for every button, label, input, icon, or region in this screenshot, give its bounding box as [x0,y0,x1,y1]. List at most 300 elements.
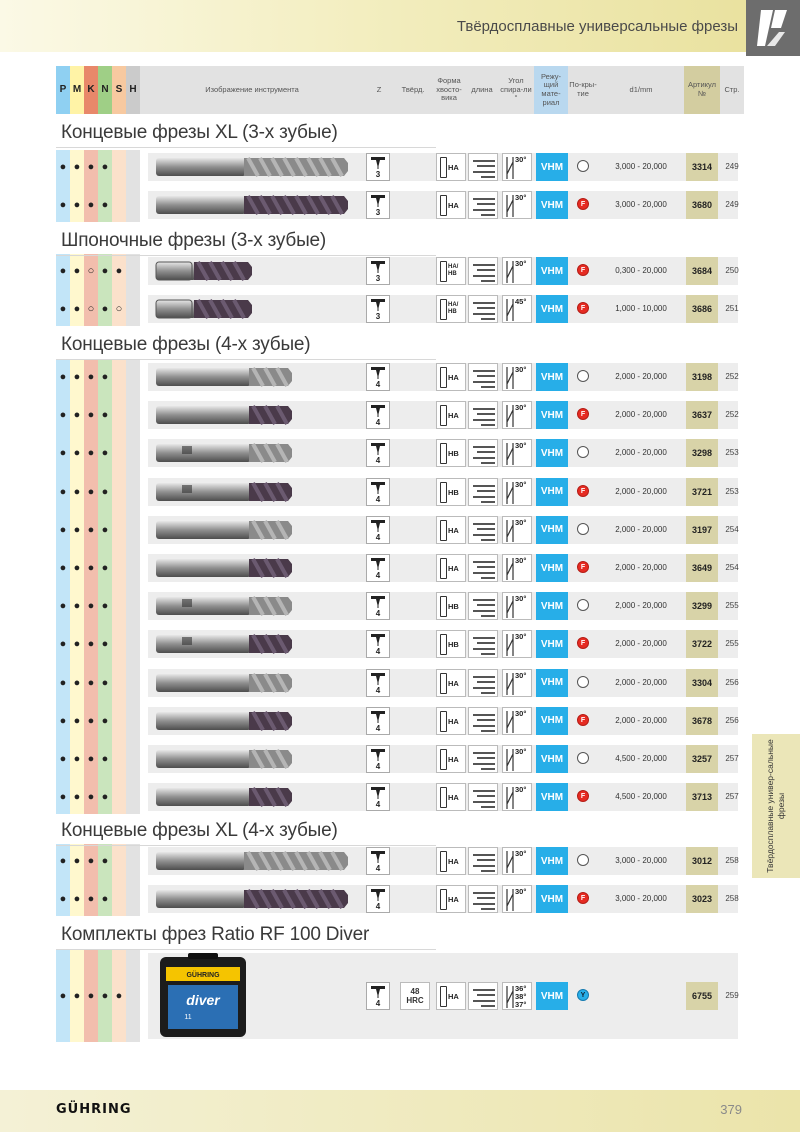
endmill-image [152,153,352,181]
teeth-count: 4 [375,647,381,657]
kit-brand-label: GÜHRING [186,972,220,979]
shank-type: HB [448,487,459,497]
helix-angle-icon [502,885,532,913]
catalog-page-ref[interactable]: 258 [725,856,739,865]
material-suitability-dot: ● [115,990,123,1002]
product-row[interactable] [56,292,744,326]
section-title: Комплекты фрез Ratio RF 100 Diver [61,924,370,945]
material-suitability-dot: ● [87,485,95,498]
helix-angle-icon [502,363,532,391]
material-suitability-dot: ● [87,753,95,765]
material-suitability-dot: ● [73,638,81,651]
helix-angle-icon [502,439,532,467]
helix-angle-icon [502,401,532,429]
shank-type: HB [448,449,459,459]
article-number[interactable]: 3637 [686,401,718,429]
teeth-count: 4 [375,800,381,810]
shank-icon [436,439,466,467]
helix-angle-icon [502,516,532,544]
material-suitability-dot: ● [59,562,67,574]
shank-icon [436,592,466,620]
shank-icon [436,783,466,811]
article-number[interactable]: 3299 [686,592,718,620]
teeth-count: 4 [375,864,381,873]
endmill-image [152,669,352,697]
product-row[interactable] [56,360,744,394]
material-suitability-dot: ● [87,893,95,905]
product-row[interactable] [56,950,744,1042]
endmill-image [152,401,352,429]
helix-angle-value: 30° [515,670,527,680]
length-icon [468,478,498,506]
cutting-material-badge: VHM [536,439,568,467]
material-suitability-dot: ● [59,638,67,651]
product-row[interactable] [56,627,744,661]
diameter-range: 1,000 - 10,000 [615,304,667,313]
helix-angle-value: 30° [515,632,527,642]
material-suitability-dot: ● [101,303,109,315]
material-suitability-dot: ● [73,855,81,867]
length-icon [468,630,498,658]
col-article: Артикул № [684,66,720,114]
catalog-page-ref[interactable]: 256 [725,677,739,687]
col-shank: Форма хвосто-вика [436,76,462,103]
catalog-page-ref[interactable]: 249 [725,200,739,209]
article-number[interactable]: 3023 [686,885,718,913]
length-icon [468,153,498,181]
material-suitability-dot: ● [87,791,95,804]
shank-icon [436,707,466,735]
teeth-count: 4 [375,902,381,911]
shank-type: HA [448,525,459,535]
teeth-icon [366,783,390,811]
helix-angle-value: 30° [515,556,527,565]
shank-type: HA [448,678,459,688]
catalog-page-ref[interactable]: 257 [725,754,739,763]
product-row[interactable] [56,398,744,432]
cutting-material-badge: VHM [536,630,568,658]
shank-type: HA [448,564,459,573]
cutting-material-badge: VHM [536,783,568,811]
material-suitability-dot: ● [59,447,67,460]
material-suitability-dot: ● [59,523,67,536]
shank-icon [436,847,466,875]
length-icon [468,847,498,875]
teeth-count: 4 [375,418,381,428]
helix-angle-value: 30° [515,594,527,604]
material-suitability-dot: ● [59,303,67,315]
coating-indicator [577,676,589,688]
shank-type: HA [448,992,459,1001]
teeth-icon [366,554,390,582]
helix-angle-icon [502,630,532,658]
helix-angle-value: 30° [515,517,527,527]
endmill-image [152,478,352,506]
material-suitability-dot: ● [73,303,81,315]
catalog-page-ref[interactable]: 254 [725,563,739,572]
shank-type: HB [448,640,459,650]
article-number[interactable]: 3686 [686,295,718,323]
teeth-count: 4 [375,571,381,580]
diameter-range: 2,000 - 20,000 [615,677,667,687]
cutting-material-badge: VHM [536,295,568,323]
shank-icon [436,153,466,181]
shank-icon [436,885,466,913]
shank-icon [436,669,466,697]
diameter-range: 3,000 - 20,000 [615,200,667,209]
teeth-count: 4 [375,609,381,619]
cutting-material-badge: VHM [536,401,568,429]
diameter-range: 2,000 - 20,000 [615,448,667,458]
teeth-icon [366,439,390,467]
material-suitability-dot: ● [59,855,67,867]
material-suitability-dot: ● [101,409,109,422]
teeth-icon [366,630,390,658]
length-icon [468,295,498,323]
material-suitability-dot: ● [101,562,109,574]
material-suitability-dot: ● [59,753,67,765]
side-tab[interactable] [752,734,800,878]
shank-icon [436,295,466,323]
article-number[interactable]: 3304 [686,669,718,697]
cutting-material-badge: VHM [536,745,568,773]
material-suitability-dot: ● [59,485,67,498]
cutting-material-badge: VHM [536,363,568,391]
catalog-page-ref[interactable]: 256 [725,715,739,725]
helix-angle-icon [502,592,532,620]
length-icon [468,592,498,620]
material-suitability-dot: ● [73,990,81,1002]
teeth-count: 4 [375,762,381,771]
shank-icon [436,363,466,391]
product-row[interactable] [56,742,744,776]
material-suitability-dot: ● [101,600,109,613]
material-suitability-dot: ● [101,714,109,727]
teeth-count: 4 [375,999,381,1008]
product-row[interactable] [56,188,744,222]
product-row[interactable] [56,150,744,184]
helix-angle-icon [502,982,532,1010]
material-suitability-dot: ● [87,409,95,422]
helix-angle-value: 36° 38° 37° [515,984,527,1009]
teeth-icon [366,847,390,875]
helix-angle-value: 30° [515,747,527,756]
teeth-icon [366,982,390,1010]
coating-indicator: F [577,561,589,573]
side-tab-label: Твёрдосплавные универ-сальные фрезы [765,739,786,873]
coating-indicator: F [577,408,589,420]
article-number[interactable]: 3649 [686,554,718,582]
shank-type: HA [448,857,459,866]
shank-type: HA/ HB [448,302,459,315]
catalog-page-ref[interactable]: 253 [725,448,739,458]
diameter-range: 3,000 - 20,000 [615,894,667,903]
product-row[interactable] [56,513,744,547]
catalog-page-ref[interactable]: 249 [725,162,739,171]
shank-type: HA [448,716,459,726]
column-header [56,66,744,114]
shank-type: HA [448,755,459,764]
material-suitability-dot: ● [87,199,95,211]
coating-indicator [577,370,589,382]
material-suitability-dot: ● [87,562,95,574]
teeth-count: 4 [375,685,381,695]
shank-type: HA [448,793,459,803]
material-S-header: S [112,66,126,114]
col-angle: Угол спира-ли ° [500,76,532,103]
section-title: Концевые фрезы XL (3-х зубые) [61,122,338,143]
endmill-logo-icon [755,8,791,48]
endmill-image [152,592,352,620]
material-suitability-dot: ● [101,485,109,498]
shank-icon [436,257,466,285]
shank-type: HA/ HB [448,264,459,277]
endmill-image [152,707,352,735]
diameter-range: 2,000 - 20,000 [615,715,667,725]
length-icon [468,257,498,285]
cutting-material-badge: VHM [536,191,568,219]
teeth-count: 3 [375,170,381,179]
catalog-page-ref[interactable]: 251 [725,304,739,313]
teeth-icon [366,295,390,323]
catalog-page-ref[interactable]: 257 [725,792,739,802]
teeth-icon [366,592,390,620]
material-suitability-dot: ● [59,199,67,211]
teeth-count: 4 [375,532,381,542]
length-icon [468,401,498,429]
article-number[interactable]: 3012 [686,847,718,875]
article-number[interactable]: 6755 [686,982,718,1010]
endmill-image [152,745,352,773]
coating-indicator [577,523,589,535]
catalog-page-ref[interactable]: 258 [725,894,739,903]
material-suitability-dot: ● [87,161,95,173]
coating-indicator [577,160,589,172]
brand-logo: GÜHRING [56,1102,132,1117]
endmill-image [152,630,352,658]
article-number[interactable]: 3314 [686,153,718,181]
material-suitability-dot: ● [73,600,81,613]
teeth-icon [366,363,390,391]
cutting-material-badge: VHM [536,554,568,582]
material-suitability-dot: ● [115,265,123,277]
material-suitability-dot: ● [59,990,67,1002]
helix-angle-value: 30° [515,708,527,718]
material-suitability-dot: ○ [87,265,95,277]
article-number[interactable]: 3680 [686,191,718,219]
article-number[interactable]: 3722 [686,630,718,658]
coating-indicator: F [577,485,589,497]
product-row[interactable] [56,551,744,585]
material-suitability-dot: ● [73,676,81,689]
helix-angle-icon [502,783,532,811]
article-number[interactable]: 3721 [686,478,718,506]
col-material: Режу-щий мате-риал [534,66,568,114]
helix-angle-icon [502,191,532,219]
helix-angle-value: 30° [515,193,527,202]
product-row[interactable] [56,780,744,814]
shank-type: HA [448,201,459,210]
shank-icon [436,401,466,429]
diameter-range: 0,300 - 20,000 [615,266,667,275]
helix-angle-value: 30° [515,849,527,858]
helix-angle-value: 30° [515,887,527,896]
material-suitability-dot: ● [87,714,95,727]
product-row[interactable] [56,882,744,916]
helix-angle-icon [502,847,532,875]
cutting-material-badge: VHM [536,592,568,620]
helix-angle-value: 30° [515,365,527,374]
page-header [0,0,800,52]
material-suitability-dot: ● [87,855,95,867]
article-number[interactable]: 3198 [686,363,718,391]
length-icon [468,516,498,544]
shank-type: HA [448,373,459,382]
helix-angle-icon [502,478,532,506]
material-suitability-dot: ● [59,600,67,613]
material-suitability-dot: ● [101,676,109,689]
length-icon [468,783,498,811]
product-row[interactable] [56,704,744,738]
product-row[interactable] [56,844,744,878]
product-row[interactable] [56,254,744,288]
length-icon [468,885,498,913]
endmill-image [152,516,352,544]
teeth-count: 4 [375,494,381,504]
material-suitability-dot: ● [59,409,67,422]
page-number: 379 [720,1102,742,1117]
diameter-range: 2,000 - 20,000 [615,372,667,381]
teeth-icon [366,745,390,773]
kit-count-label: 11 [184,1014,192,1021]
diameter-range: 2,000 - 20,000 [615,601,667,611]
endmill-image [152,554,352,582]
article-number[interactable]: 3298 [686,439,718,467]
shank-icon [436,516,466,544]
cutting-material-badge: VHM [536,669,568,697]
cutting-material-badge: VHM [536,478,568,506]
material-suitability-dot: ● [59,791,67,804]
material-suitability-dot: ● [73,893,81,905]
teeth-count: 3 [375,208,381,217]
material-suitability-dot: ● [87,676,95,689]
diameter-range: 4,500 - 20,000 [615,754,667,763]
product-row[interactable] [56,436,744,470]
catalog-page-ref[interactable]: 252 [725,410,739,420]
catalog-page-ref[interactable]: 255 [725,601,739,611]
teeth-icon [366,401,390,429]
material-suitability-dot: ● [101,791,109,804]
teeth-icon [366,153,390,181]
shank-type: HA [448,411,459,421]
diameter-range: 2,000 - 20,000 [615,486,667,496]
article-number[interactable]: 3713 [686,783,718,811]
diameter-range: 2,000 - 20,000 [615,410,667,420]
article-number[interactable]: 3197 [686,516,718,544]
teeth-icon [366,885,390,913]
helix-angle-value: 30° [515,155,527,164]
material-suitability-dot: ● [73,447,81,460]
material-suitability-dot: ● [59,371,67,383]
helix-angle-icon [502,745,532,773]
material-suitability-dot: ● [59,265,67,277]
coating-indicator [577,854,589,866]
material-suitability-dot: ● [101,447,109,460]
material-suitability-dot: ● [59,676,67,689]
coating-indicator [577,752,589,764]
material-suitability-dot: ● [101,265,109,277]
article-number[interactable]: 3684 [686,257,718,285]
endmill-image [152,363,352,391]
teeth-icon [366,478,390,506]
material-N-header: N [98,66,112,114]
shank-icon [436,982,466,1010]
material-suitability-dot: ● [101,371,109,383]
col-image: Изображение инструмента [205,84,299,94]
hardness-badge: 48 HRC [400,982,430,1010]
col-length: длина [471,84,493,94]
teeth-icon [366,516,390,544]
diameter-range: 2,000 - 20,000 [615,524,667,534]
cutting-material-badge: VHM [536,707,568,735]
length-icon [468,745,498,773]
product-row[interactable] [56,666,744,700]
helix-angle-value: 45° [515,297,527,306]
cutting-material-badge: VHM [536,153,568,181]
cutting-material-badge: VHM [536,257,568,285]
material-suitability-dot: ● [73,753,81,765]
helix-angle-icon [502,669,532,697]
endmill-image [152,847,352,875]
coating-indicator: F [577,892,589,904]
helix-angle-icon [502,707,532,735]
product-row[interactable] [56,475,744,509]
teeth-icon [366,707,390,735]
length-icon [468,707,498,735]
catalog-page-ref[interactable]: 250 [725,266,739,275]
material-P-header: P [56,66,70,114]
teeth-count: 4 [375,723,381,733]
article-number[interactable]: 3678 [686,707,718,735]
catalog-page-ref[interactable]: 252 [725,372,739,381]
helix-angle-value: 30° [515,259,527,268]
catalog-page-ref[interactable]: 259 [725,991,739,1000]
material-suitability-dot: ● [101,753,109,765]
material-suitability-dot: ● [101,523,109,536]
product-row[interactable] [56,589,744,623]
length-icon [468,982,498,1010]
material-suitability-dot: ● [73,161,81,173]
diameter-range: 2,000 - 20,000 [615,563,667,572]
coating-indicator: F [577,790,589,802]
kit-product-label: diver [186,992,220,1008]
cutting-material-badge: VHM [536,847,568,875]
length-icon [468,439,498,467]
material-suitability-dot: ● [87,638,95,651]
endmill-image [152,439,352,467]
col-z: Z [376,84,382,94]
article-number[interactable]: 3257 [686,745,718,773]
material-suitability-dot: ● [101,855,109,867]
length-icon [468,363,498,391]
material-suitability-dot: ● [101,893,109,905]
catalog-page-ref[interactable]: 255 [725,639,739,649]
catalog-page-ref[interactable]: 254 [725,524,739,534]
teeth-icon [366,669,390,697]
shank-type: HA [448,163,459,172]
catalog-page-ref[interactable]: 253 [725,486,739,496]
material-suitability-dot: ● [73,714,81,727]
